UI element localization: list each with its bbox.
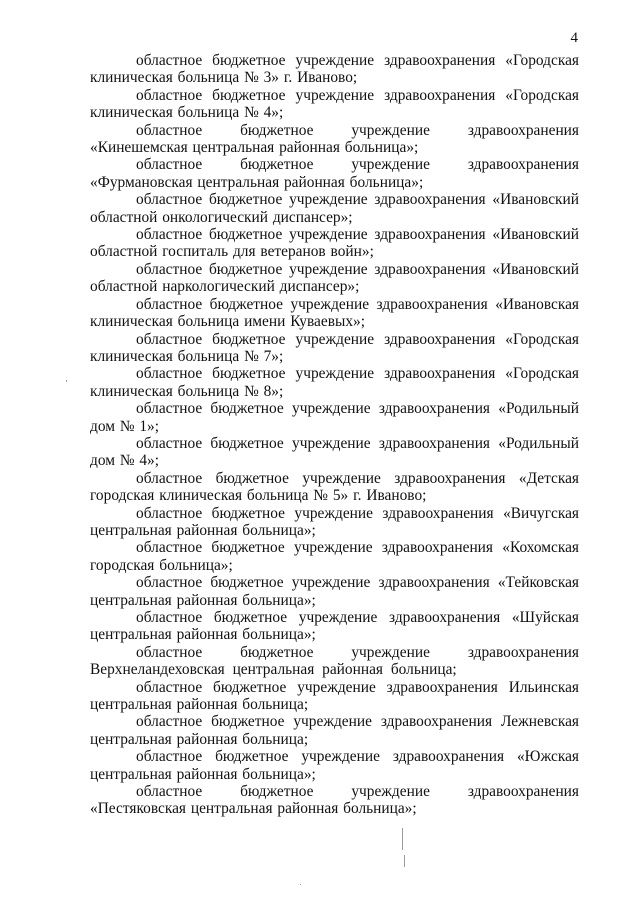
list-item: областное бюджетное учреждение здравоохранения «Шуйская центральная районная больница»;	[90, 609, 579, 644]
scan-speck	[402, 828, 403, 850]
list-item: областное бюджетное учреждение здравоохранения «Тейковская центральная районная больница»;	[90, 574, 579, 609]
list-item: областное бюджетное учреждение здравоохранения «Ивановский областной онкологический диспансер»;	[90, 191, 579, 226]
scan-speck	[404, 855, 405, 867]
list-item: областное бюджетное учреждение здравоохранения «Ивановская клиническая больница имени Куваевых»;	[90, 295, 579, 331]
list-item: областное бюджетное учреждение здравоохранения «Вичугская центральная районная больница»;	[90, 504, 579, 539]
page-number: 4	[570, 30, 578, 46]
list-item: областное бюджетное учреждение здравоохранения «Ивановский областной наркологический диспансер»;	[90, 260, 579, 296]
list-item: областное бюджетное учреждение здравоохранения «Фурмановская центральная районная больница»;	[90, 156, 579, 191]
list-item: областное бюджетное учреждение здравоохранения «Южская центральная районная больница»;	[90, 748, 579, 783]
list-item: областное бюджетное учреждение здравоохранения «Кинешемская центральная районная больница»;	[90, 121, 579, 157]
list-item: областное бюджетное учреждение здравоохранения Ильинская центральная районная больница;	[90, 678, 579, 714]
institution-list	[90, 52, 579, 818]
list-item: областное бюджетное учреждение здравоохранения «Пестяковская центральная районная больница»;	[90, 783, 579, 818]
list-item: областное бюджетное учреждение здравоохранения «Городская клиническая больница № 3» г. Иваново;	[90, 52, 579, 87]
list-item: областное бюджетное учреждение здравоохранения «Ивановский областной госпиталь для ветеранов войн»;	[90, 226, 579, 261]
list-item: областное бюджетное учреждение здравоохранения Верхнеландеховская центральная районная больница;	[90, 643, 579, 679]
list-item: областное бюджетное учреждение здравоохранения «Родильный дом № 4»;	[90, 434, 579, 470]
list-item: областное бюджетное учреждение здравоохранения «Детская городская клиническая больница № 5» г. Иваново;	[90, 469, 579, 505]
list-item: областное бюджетное учреждение здравоохранения «Городская клиническая больница № 7»;	[90, 330, 579, 365]
scan-speck	[300, 884, 301, 885]
list-item: областное бюджетное учреждение здравоохранения «Родильный дом № 1»;	[90, 400, 579, 435]
list-item: областное бюджетное учреждение здравоохранения Лежневская центральная районная больница;	[90, 713, 579, 748]
list-item: областное бюджетное учреждение здравоохранения «Городская клиническая больница № 4»;	[90, 86, 579, 122]
list-item: областное бюджетное учреждение здравоохранения «Городская клиническая больница № 8»;	[90, 365, 579, 400]
scan-speck	[66, 380, 67, 382]
list-item: областное бюджетное учреждение здравоохранения «Кохомская городская больница»;	[90, 539, 579, 574]
